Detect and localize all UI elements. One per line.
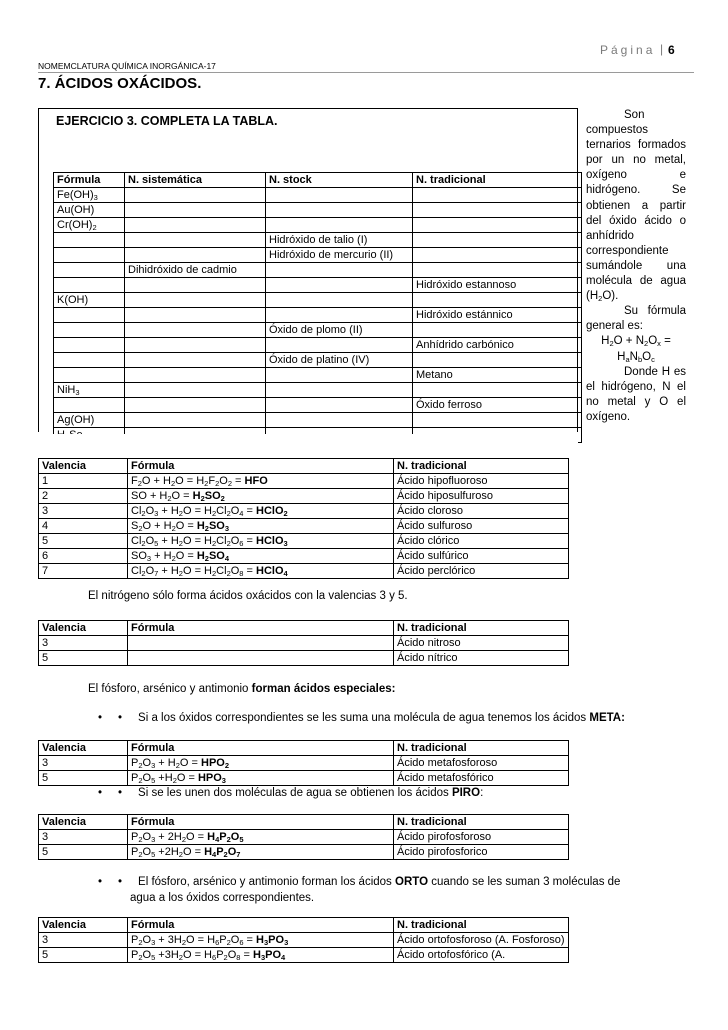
blank-cell[interactable]: [266, 263, 413, 278]
blank-cell[interactable]: [125, 278, 266, 293]
table-header-row: [39, 741, 569, 756]
name-cell: Ácido sulfúrico: [394, 549, 569, 564]
blank-cell[interactable]: [266, 398, 413, 413]
table-row: [54, 368, 582, 383]
bullet-meta-bold: META:: [589, 712, 625, 724]
table-row: [39, 504, 569, 519]
formula-cell: $Fe(OH)_3$: [54, 188, 125, 203]
blank-cell[interactable]: [413, 233, 582, 248]
table-row: [39, 636, 569, 651]
side-paragraph-1: Son compuestos ternarios formados por un no metal, oxígeno e hidrógeno. Se obtienen a partir del óxido ácido o anhídrido correspondiente sumándole una molécula de agua $(H_2O)$.: [586, 109, 686, 304]
blank-cell[interactable]: [413, 188, 582, 203]
table-row: [54, 338, 582, 353]
table-row: [39, 845, 569, 860]
valencia-cell: 5: [39, 771, 128, 786]
col-header-stock: N. stock: [266, 173, 413, 188]
col-header-formula: Fórmula: [128, 621, 394, 636]
valencia-cell: 7: [39, 564, 128, 579]
blank-cell[interactable]: [125, 323, 266, 338]
table-row: [39, 830, 569, 845]
side-paragraph-2: Su fórmula general es:: [586, 305, 686, 333]
table-cutoff: [46, 434, 578, 444]
table-row: [54, 263, 582, 278]
formula-cell: $P_2O_3 + H_2O = HPO_2$: [128, 756, 394, 771]
blank-cell[interactable]: [266, 383, 413, 398]
bullet-piro: [98, 787, 483, 799]
name-cell: Ácido nitroso: [394, 636, 569, 651]
blank-cell[interactable]: [54, 338, 125, 353]
blank-cell[interactable]: [54, 308, 125, 323]
formula-cell: NiH$_3$: [54, 383, 125, 398]
blank-cell[interactable]: [125, 293, 266, 308]
name-cell: Ácido clórico: [394, 534, 569, 549]
bullet-icon: •: [118, 787, 123, 799]
meta-acids-table: [38, 740, 569, 786]
formula-cell: $P_2O_5 +2H_2O = H_4P_2O_7$: [128, 845, 394, 860]
blank-cell[interactable]: [54, 263, 125, 278]
name-cell: Ácido pirofosforoso: [394, 830, 569, 845]
col-header-tradicional: N. tradicional: [394, 918, 569, 933]
table-row: [39, 519, 569, 534]
nitrogen-note: El nitrógeno sólo forma ácidos oxácidos con la valencias 3 y 5.: [88, 590, 408, 602]
col-header-tradicional: N. tradicional: [394, 621, 569, 636]
col-header-valencia: Valencia: [39, 459, 128, 474]
page-separator: |: [660, 42, 664, 56]
bullet-orto-text-2: cuando se les suman 3 moléculas de: [431, 876, 621, 888]
blank-cell[interactable]: [266, 188, 413, 203]
blank-cell[interactable]: [266, 278, 413, 293]
table-row: [54, 203, 582, 218]
stock-cell: Óxido de platino (IV): [266, 353, 413, 368]
exercise-title: EJERCICIO 3. COMPLETA LA TABLA.: [56, 114, 278, 128]
col-header-valencia: Valencia: [39, 741, 128, 756]
blank-cell[interactable]: [266, 203, 413, 218]
table-row: [39, 489, 569, 504]
valencia-cell: 3: [39, 756, 128, 771]
blank-cell[interactable]: [413, 353, 582, 368]
bullet-orto-line-2: agua a los óxidos correspondientes.: [130, 892, 315, 904]
blank-cell[interactable]: [125, 368, 266, 383]
bullet-icon: •: [118, 712, 123, 724]
blank-cell[interactable]: [125, 383, 266, 398]
formula-cell: Au(OH): [54, 203, 125, 218]
tradicional-cell: Anhídrido carbónico: [413, 338, 582, 353]
valencia-cell: 3: [39, 636, 128, 651]
valencia-cell: 3: [39, 933, 128, 948]
valencia-cell: 4: [39, 519, 128, 534]
bullet-icon: •: [118, 876, 123, 888]
name-cell: Ácido metafosforoso: [394, 756, 569, 771]
bullet-piro-bold: PIRO: [451, 787, 481, 799]
section-title: 7. ÁCIDOS OXÁCIDOS.: [38, 75, 202, 92]
blank-cell[interactable]: [125, 353, 266, 368]
col-header-tradicional: N. tradicional: [394, 741, 569, 756]
blank-cell[interactable]: [413, 293, 582, 308]
formula-cell: $P_2O_3 + 2H_2O = H_4P_2O_5$: [128, 830, 394, 845]
orto-acids-table: [38, 917, 569, 963]
col-header-formula: Fórmula: [128, 815, 394, 830]
blank-cell[interactable]: [266, 308, 413, 323]
blank-cell[interactable]: [128, 651, 394, 666]
valencia-cell: 5: [39, 534, 128, 549]
blank-cell[interactable]: [413, 203, 582, 218]
phosphorus-note-bold: forman ácidos especiales:: [251, 683, 396, 695]
bullet-icon: •: [98, 876, 103, 888]
formula-cell: K(OH): [54, 293, 125, 308]
formula-cell: $S_2O + H_2O = H_2SO_3$: [128, 519, 394, 534]
blank-cell[interactable]: [54, 323, 125, 338]
formula-cell: $P_2O_5 +H_2O = HPO_3$: [128, 771, 394, 786]
col-header-tradicional: N. tradicional: [394, 459, 569, 474]
blank-cell[interactable]: [54, 353, 125, 368]
blank-cell[interactable]: [266, 293, 413, 308]
name-cell: Ácido ortofosforoso (A. Fosforoso): [394, 933, 569, 948]
table-header-row: [39, 459, 569, 474]
col-header-tradicional: N. tradicional: [413, 173, 582, 188]
formula-cell: $Cl_2O_7 + H_2O = H_2Cl_2O_8$ = HClO$_4$: [128, 564, 394, 579]
blank-cell[interactable]: [125, 248, 266, 263]
blank-cell[interactable]: [54, 233, 125, 248]
blank-cell[interactable]: [266, 368, 413, 383]
table-row: [39, 564, 569, 579]
bullet-orto: [98, 874, 698, 906]
table-row: [54, 293, 582, 308]
col-header-sistematica: N. sistemática: [125, 173, 266, 188]
name-cell: Ácido hipofluoroso: [394, 474, 569, 489]
table-row: [54, 383, 582, 398]
formula-cell: $Cl_2O_3 + H_2O = H_2Cl_2O_4$ = HClO$_2$: [128, 504, 394, 519]
blank-cell[interactable]: [125, 338, 266, 353]
table-row: [54, 308, 582, 323]
side-paragraph-3: Donde H es el hidrógeno, N el no metal y O el oxígeno.: [586, 365, 686, 423]
blank-cell[interactable]: [125, 308, 266, 323]
blank-cell[interactable]: [128, 636, 394, 651]
formula-cell: Ag(OH): [54, 413, 125, 428]
table-row: [54, 188, 582, 203]
table-row: [39, 771, 569, 786]
valencia-cell: 5: [39, 651, 128, 666]
general-formula: $H_2O + N_2O_x$ =: [601, 335, 671, 349]
bullet-icon: •: [98, 787, 103, 799]
col-header-valencia: Valencia: [39, 918, 128, 933]
tradicional-cell: Metano: [413, 368, 582, 383]
col-header-formula: Fórmula: [128, 459, 394, 474]
bullet-icon: •: [98, 712, 103, 724]
phosphorus-note: [88, 683, 395, 695]
blank-cell[interactable]: [413, 248, 582, 263]
table-row: [39, 948, 569, 963]
exercise-table: [53, 172, 582, 443]
halogen-acids-table: [38, 458, 569, 579]
valencia-cell: 2: [39, 489, 128, 504]
blank-cell[interactable]: [54, 278, 125, 293]
blank-cell[interactable]: [125, 398, 266, 413]
table-row: [39, 651, 569, 666]
col-header-valencia: Valencia: [39, 621, 128, 636]
formula-cell: $SO_3 + H_2O = H_2SO_4$: [128, 549, 394, 564]
page-number: 6: [668, 43, 675, 57]
table-row: [54, 353, 582, 368]
valencia-cell: 6: [39, 549, 128, 564]
name-cell: Ácido metafosfórico: [394, 771, 569, 786]
col-header-tradicional: N. tradicional: [394, 815, 569, 830]
blank-cell[interactable]: [125, 218, 266, 233]
table-header-row: [39, 918, 569, 933]
phosphorus-note-text: El fósforo, arsénico y antimonio: [88, 683, 249, 695]
col-header-formula: Fórmula: [54, 173, 125, 188]
blank-cell[interactable]: [125, 413, 266, 428]
table-row: [54, 413, 582, 428]
table-row: [39, 756, 569, 771]
table-header-row: [39, 815, 569, 830]
blank-cell[interactable]: [125, 188, 266, 203]
tradicional-cell: Hidróxido estannoso: [413, 278, 582, 293]
formula-cell: $Cr(OH)_2$: [54, 218, 125, 233]
tradicional-cell: Hidróxido estánnico: [413, 308, 582, 323]
blank-cell[interactable]: [125, 203, 266, 218]
bullet-piro-end: :: [480, 787, 484, 799]
name-cell: Ácido ortofosfórico (A.: [394, 948, 569, 963]
bullet-orto-text: El fósforo, arsénico y antimonio forman los ácidos: [138, 876, 392, 888]
blank-cell[interactable]: [413, 323, 582, 338]
side-description: [586, 108, 686, 425]
table-row: [54, 323, 582, 338]
bullet-meta-text: Si a los óxidos correspondientes se les suma una molécula de agua tenemos los ácidos: [138, 712, 587, 724]
formula-cell: $Cl_2O_5 + H_2O = H_2Cl_2O_6$ = HClO$_3$: [128, 534, 394, 549]
name-cell: Ácido hiposulfuroso: [394, 489, 569, 504]
header-rule: [38, 72, 694, 73]
nitrogen-acids-table: [38, 620, 569, 666]
valencia-cell: 5: [39, 948, 128, 963]
table-header-row: [39, 621, 569, 636]
table-row: [39, 534, 569, 549]
table-row: [39, 933, 569, 948]
bullet-meta: [98, 712, 625, 724]
name-cell: Ácido sulfuroso: [394, 519, 569, 534]
name-cell: Ácido perclórico: [394, 564, 569, 579]
name-cell: Ácido nítrico: [394, 651, 569, 666]
table-row: [54, 218, 582, 233]
table-row: [54, 278, 582, 293]
valencia-cell: 1: [39, 474, 128, 489]
table-row: [54, 248, 582, 263]
blank-cell[interactable]: [266, 413, 413, 428]
blank-cell[interactable]: [125, 233, 266, 248]
valencia-cell: 3: [39, 830, 128, 845]
col-header-formula: Fórmula: [128, 918, 394, 933]
col-header-formula: Fórmula: [128, 741, 394, 756]
blank-cell[interactable]: [413, 413, 582, 428]
name-cell: Ácido pirofosforico: [394, 845, 569, 860]
blank-cell[interactable]: [266, 218, 413, 233]
general-formula-result: $H_aN_bO_c$: [617, 350, 655, 364]
formula-cell: $P_2O_3 + 3H_2O = H_6P_2O_6 = H_3PO_3$: [128, 933, 394, 948]
stock-cell: Óxido de plomo (II): [266, 323, 413, 338]
table-row: [54, 233, 582, 248]
blank-cell[interactable]: [54, 248, 125, 263]
valencia-cell: 3: [39, 504, 128, 519]
blank-cell[interactable]: [54, 398, 125, 413]
formula-cell: $F_2O + H_2O = H_2F_2O_2$ = HFO: [128, 474, 394, 489]
blank-cell[interactable]: [266, 338, 413, 353]
page-label: Página: [600, 43, 656, 57]
blank-cell[interactable]: [413, 383, 582, 398]
table-row: [54, 398, 582, 413]
bullet-orto-bold: ORTO: [395, 876, 429, 888]
document-header: NOMEMCLATURA QUÍMICA INORGÁNICA-17: [38, 61, 216, 71]
tradicional-cell: Óxido ferroso: [413, 398, 582, 413]
stock-cell: Hidróxido de mercurio (II): [266, 248, 413, 263]
sistematica-cell: Dihidróxido de cadmio: [125, 263, 266, 278]
piro-acids-table: [38, 814, 569, 860]
col-header-valencia: Valencia: [39, 815, 128, 830]
table-header-row: [54, 173, 582, 188]
bullet-piro-text: Si se les unen dos moléculas de agua se obtienen los ácidos: [138, 787, 449, 799]
table-row: [39, 549, 569, 564]
blank-cell[interactable]: [413, 218, 582, 233]
stock-cell: Hidróxido de talio (I): [266, 233, 413, 248]
blank-cell[interactable]: [54, 368, 125, 383]
blank-cell[interactable]: [413, 263, 582, 278]
name-cell: Ácido cloroso: [394, 504, 569, 519]
valencia-cell: 5: [39, 845, 128, 860]
formula-cell: SO + $H_2O = H_2SO_2$: [128, 489, 394, 504]
formula-cell: $P_2O_5 +3H_2O = H_6P_2O_8 = H_3PO_4$: [128, 948, 394, 963]
table-row: [39, 474, 569, 489]
